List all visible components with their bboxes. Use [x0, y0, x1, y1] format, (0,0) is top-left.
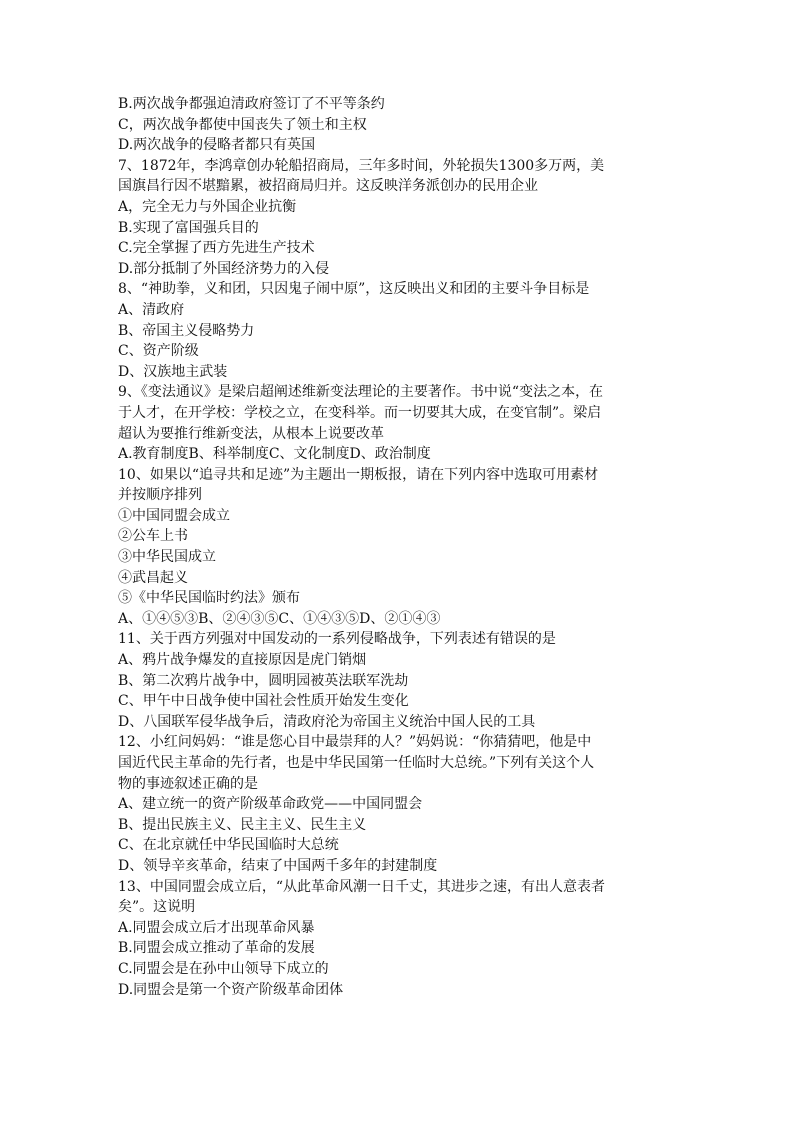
question-12-option-d: D、领导辛亥革命，结束了中国两千多年的封建制度: [118, 857, 438, 874]
text-line: D.两次战争的侵略者都只有英国: [118, 137, 316, 154]
question-13-option-b: B.同盟会成立推动了革命的发展: [118, 940, 315, 957]
question-8-option-d: D、汉族地主武装: [118, 363, 228, 380]
question-10-item: ④武昌起义: [118, 569, 188, 586]
question-8-stem: 8、“神助拳，义和团，只因鬼子闹中原”，这反映出义和团的主要斗争目标是: [118, 281, 590, 298]
question-13-stem: 13、中国同盟会成立后，“从此革命风潮一日千丈，其进步之速，有出人意表者: [118, 878, 605, 895]
question-11-option-c: C、甲午中日战争使中国社会性质开始发生变化: [118, 693, 409, 710]
question-10-stem: 10、如果以“追寻共和足迹”为主题出一期板报，请在下列内容中选取可用素材: [118, 466, 599, 483]
question-11-option-b: B、第二次鸦片战争中，圆明园被英法联军洗劫: [118, 672, 409, 689]
question-12-stem: 国近代民主革命的先行者，也是中华民国第一任临时大总统。”下列有关这个人: [118, 755, 595, 771]
question-8-option-c: C、资产阶级: [118, 343, 199, 360]
question-10-stem: 并按顺序排列: [118, 487, 202, 504]
question-10-options: A、①④⑤③B、②④③⑤C、①④③⑤D、②①④③: [118, 610, 441, 627]
question-12-option-c: C、在北京就任中华民国临时大总统: [118, 837, 339, 854]
question-11-option-a: A、鸦片战争爆发的直接原因是虎门销烟: [118, 652, 367, 669]
question-12-option-a: A、建立统一的资产阶级革命政党——中国同盟会: [118, 796, 423, 813]
question-7-stem: 7、1872年，李鸿章创办轮船招商局，三年多时间，外轮损失1300多万两，美: [118, 157, 605, 174]
question-13-option-c: C.同盟会是在孙中山领导下成立的: [118, 960, 329, 977]
question-10-item: ⑤《中华民国临时约法》颁布: [118, 590, 300, 607]
question-13-option-a: A.同盟会成立后才出现革命风暴: [118, 919, 315, 936]
question-7-option-d: D.部分抵制了外国经济势力的入侵: [118, 260, 330, 277]
text-line: B.两次战争都强迫清政府签订了不平等条约: [118, 96, 385, 112]
question-12-stem: 12、小红问妈妈：“谁是您心目中最崇拜的人？”妈妈说：“你猜猜吧，他是中: [118, 734, 592, 751]
question-7-option-b: B.实现了富国强兵目的: [118, 219, 259, 236]
question-9-options: A.教育制度B、科举制度C、文化制度D、政治制度: [118, 446, 431, 463]
question-11-option-d: D、八国联军侵华战争后，清政府沦为帝国主义统治中国人民的工具: [118, 713, 536, 730]
document-page: [118, 94, 678, 1000]
question-12-stem: 物的事迹叙述正确的是: [118, 775, 258, 792]
question-11-stem: 11、关于西方列强对中国发动的一系列侵略战争，下列表述有错误的是: [118, 631, 556, 648]
question-8-option-b: B、帝国主义侵略势力: [118, 322, 255, 339]
question-9-stem: 超认为要推行维新变法，从根本上说要改革: [118, 425, 384, 442]
question-9-stem: 于人才，在开学校：学校之立，在变科举。而一切要其大成，在变官制”。梁启: [118, 404, 602, 421]
question-7-option-a: A，完全无力与外国企业抗衡: [118, 198, 297, 215]
question-9-stem: 9、《变法通议》是梁启超阐述维新变法理论的主要著作。书中说“变法之本，在: [118, 384, 604, 401]
question-8-option-a: A、清政府: [118, 301, 185, 318]
question-13-option-d: D.同盟会是第一个资产阶级革命团体: [118, 981, 344, 998]
question-7-stem: 国旗昌行因不堪黯累，被招商局归并。这反映洋务派创办的民用企业: [118, 178, 538, 195]
question-10-item: ②公车上书: [118, 528, 188, 545]
question-12-option-b: B、提出民族主义、民主主义、民生主义: [118, 816, 367, 833]
question-7-option-c: C.完全掌握了西方先进生产技术: [118, 240, 315, 257]
question-13-stem: 矣”。这说明: [118, 899, 196, 916]
text-line: C，两次战争都使中国丧失了领土和主权: [118, 116, 367, 133]
question-10-item: ①中国同盟会成立: [118, 507, 230, 524]
question-10-item: ③中华民国成立: [118, 549, 216, 566]
